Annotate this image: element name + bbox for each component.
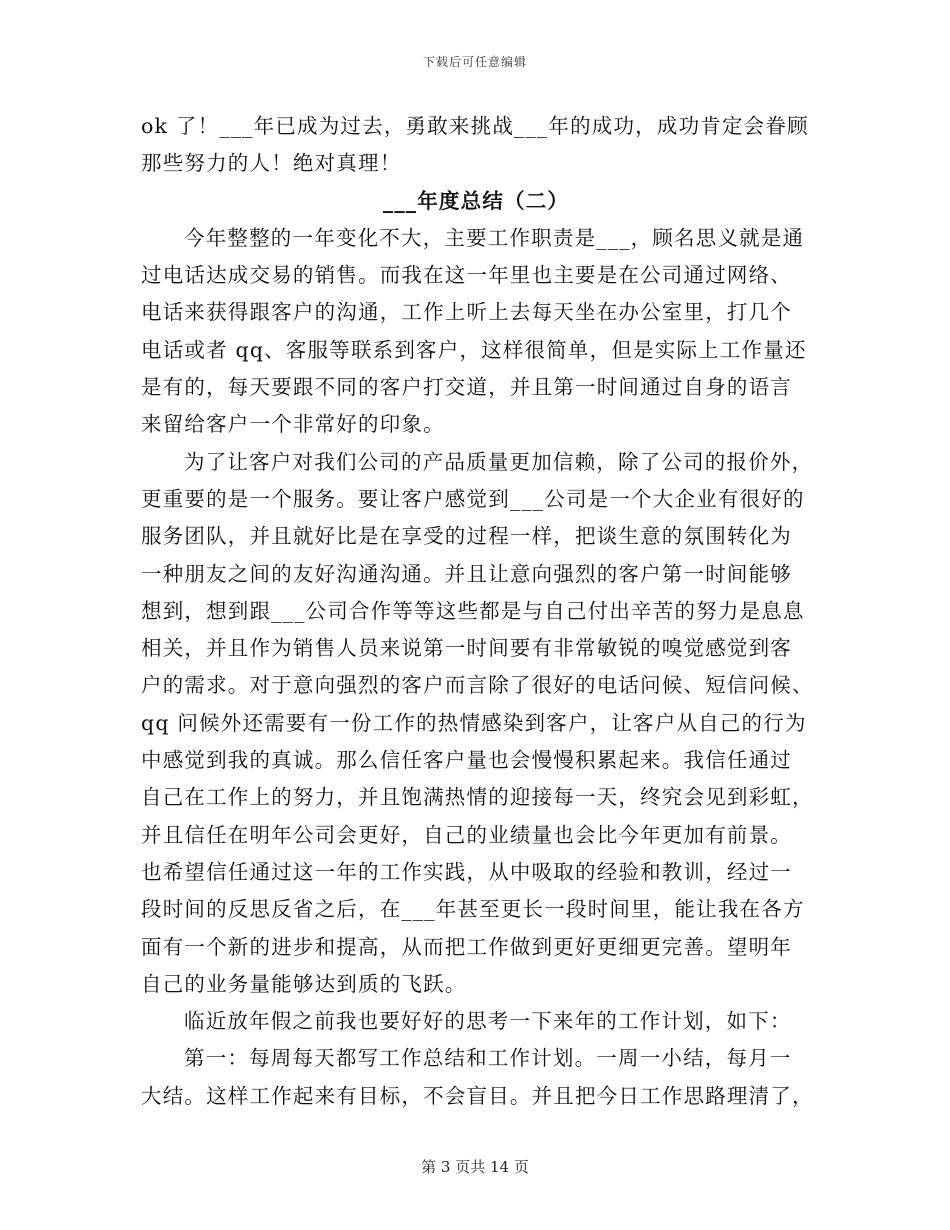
text-line: 自己在工作上的努力，并且饱满热情的迎接每一天，终究会见到彩虹， [141, 785, 814, 810]
paragraph-3 [141, 1003, 811, 1040]
paragraph-4 [141, 1040, 814, 1115]
text-line: ok 了！___年已成为过去，勇敢来挑战___年的成功，成功肯定会眷顾 [141, 114, 809, 138]
text-line: 大结。这样工作起来有目标，不会盲目。并且把今日工作思路理清了， [141, 1083, 814, 1108]
text-line: 想到，想到跟___公司合作等等这些都是与自己付出辛苦的努力是息息 [141, 598, 805, 623]
text-line: qq 问候外还需要有一份工作的热情感染到客户，让客户从自己的行为 [141, 710, 807, 735]
text-line: 中感觉到我的真诚。那么信任客户量也会慢慢积累起来。我信任通过 [141, 748, 792, 773]
text-line: 过电话达成交易的销售。而我在这一年里也主要是在公司通过网络、 [141, 263, 792, 288]
paragraph-2 [141, 444, 814, 1003]
text-line: 也希望信任通过这一年的工作实践，从中吸取的经验和教训，经过一 [141, 859, 792, 884]
document-body [141, 108, 814, 1115]
text-line: 今年整整的一年变化不大，主要工作职责是___，顾名思义就是通 [184, 225, 805, 250]
text-line: 段时间的反思反省之后，在___年甚至更长一段时间里，能让我在各方 [141, 897, 805, 922]
text-line: 更重要的是一个服务。要让客户感觉到___公司是一个大企业有很好的 [141, 486, 805, 511]
text-line: 临近放年假之前我也要好好的思考一下来年的工作计划，如下： [184, 1009, 792, 1034]
text-line: 第一：每周每天都写工作总结和工作计划。一周一小结，每月一 [184, 1046, 792, 1071]
text-line: 来留给客户一个非常好的印象。 [141, 412, 445, 437]
text-line: 自己的业务量能够达到质的飞跃。 [141, 971, 467, 996]
text-line: 相关，并且作为销售人员来说第一时间要有非常敏锐的嗅觉感觉到客 [141, 636, 792, 661]
text-line: 电话来获得跟客户的沟通，工作上听上去每天坐在办公室里，打几个 [141, 300, 792, 325]
text-line: 为了让客户对我们公司的产品质量更加信赖，除了公司的报价外， [184, 449, 814, 474]
section-title: ___年度总结（二） [382, 188, 570, 213]
text-line: 并且信任在明年公司会更好，自己的业绩量也会比今年更加有前景。 [141, 822, 792, 847]
text-line: 户的需求。对于意向强烈的客户而言除了很好的电话问候、短信问候、 [141, 673, 814, 698]
text-line: 面有一个新的进步和提高，从而把工作做到更好更细更完善。望明年 [141, 934, 792, 959]
text-line: 那些努力的人！绝对真理！ [141, 151, 402, 176]
page-footer: 第 3 页共 14 页 [421, 1158, 529, 1176]
text-line: 是有的，每天要跟不同的客户打交道，并且第一时间通过自身的语言 [141, 375, 792, 400]
text-line: 电话或者 qq、客服等联系到客户，这样很简单，但是实际上工作量还 [141, 337, 807, 362]
page-header: 下载后可任意编辑 [422, 55, 527, 69]
paragraph-1 [141, 220, 811, 444]
text-line: 服务团队，并且就好比是在享受的过程一样，把谈生意的氛围转化为 [141, 524, 792, 549]
text-line: 一种朋友之间的友好沟通沟通。并且让意向强烈的客户第一时间能够 [141, 561, 792, 586]
